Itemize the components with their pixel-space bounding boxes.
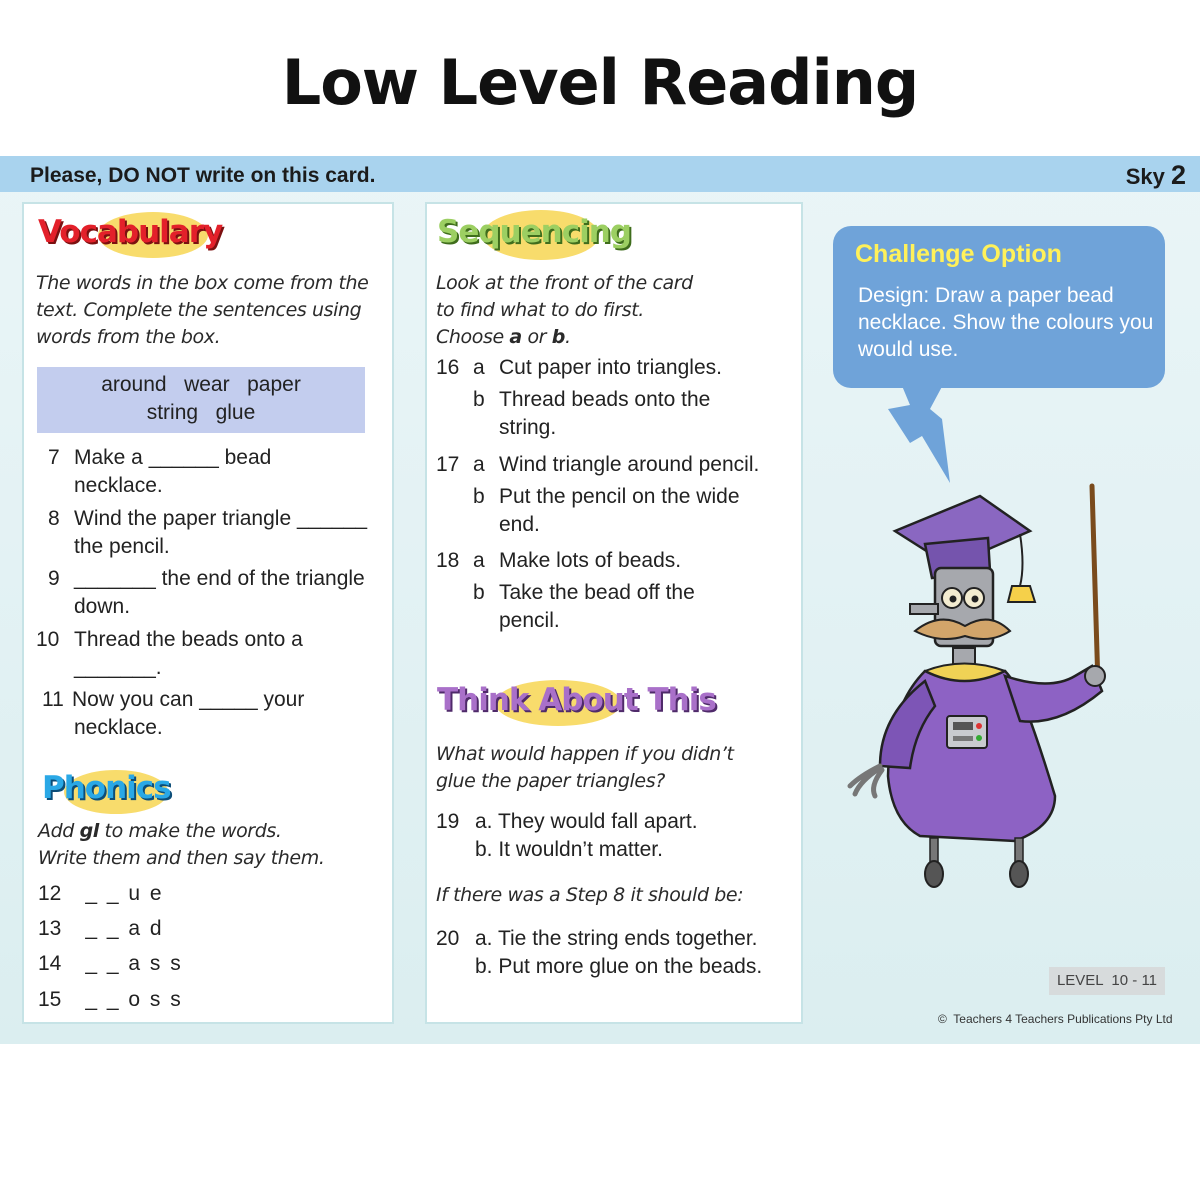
card-banner: [0, 156, 1200, 192]
challenge-title: Challenge Option: [855, 240, 1062, 268]
challenge-bubble: [833, 226, 1165, 388]
sequencing-instructions: Look at the front of the card to find what to do first. Choose a or b.: [436, 272, 693, 348]
level-badge: LEVEL 10 - 11: [1049, 967, 1165, 995]
think-prompt: If there was a Step 8 it should be:: [436, 884, 744, 906]
phonics-item: 14 _ _ a s s: [38, 952, 183, 975]
sequencing-item-18: 18 a Make lots of beads. b Take the bead off the pencil.: [436, 549, 695, 632]
word-box-line: around wear paper: [101, 373, 301, 396]
phonics-item: 13 _ _ a d: [38, 917, 164, 940]
vocab-question-7: 7 Make a ______ bead necklace.: [48, 446, 272, 497]
vocab-question-10: 10 Thread the beads onto a _______.: [36, 628, 303, 679]
phonics-item: 15 _ _ o s s: [38, 988, 183, 1011]
page-title: Low Level Reading: [281, 46, 919, 119]
level-word: Sky: [1125, 164, 1165, 189]
sequencing-heading: Sequencing: [437, 214, 631, 250]
vocabulary-instructions: The words in the box come from the text. Complete the sentences using words from the box.: [36, 272, 369, 348]
robot-teacher-illustration: [840, 476, 1140, 896]
sequencing-item-16: 16 a Cut paper into triangles. b Thread beads onto the string.: [436, 356, 722, 439]
phonics-instructions: Add gl to make the words. Write them and then say them.: [38, 820, 325, 869]
sequencing-panel: [425, 202, 803, 1024]
vocab-question-11: 11 Now you can _____ your necklace.: [42, 688, 305, 739]
vocab-question-8: 8 Wind the paper triangle ______ the pencil.: [48, 507, 368, 558]
reading-card: [0, 156, 1200, 1044]
vocab-question-9: 9 _______ the end of the triangle down.: [48, 567, 365, 618]
bubble-tail: [880, 381, 970, 491]
level-number: 2: [1170, 160, 1186, 190]
phonics-item: 12 _ _ u e: [38, 882, 164, 905]
think-item-20: 20 a. Tie the string ends together. b. Put more glue on the beads.: [436, 927, 763, 978]
think-item-19: 19 a. They would fall apart. b. It wouldn’t matter.: [436, 810, 698, 861]
copyright-notice: © Teachers 4 Teachers Publications Pty Ltd: [938, 1012, 1173, 1026]
think-question: What would happen if you didn’t glue the paper triangles?: [436, 743, 734, 792]
banner-note: Please, DO NOT write on this card.: [30, 164, 376, 187]
sequencing-item-17: 17 a Wind triangle around pencil. b Put the pencil on the wide end.: [436, 453, 760, 536]
word-box-line: string glue: [146, 401, 256, 424]
card-level: [1126, 160, 1186, 191]
think-heading: Think About This: [437, 682, 716, 718]
vocabulary-heading: Vocabulary: [38, 214, 222, 250]
challenge-text: Design: Draw a paper bead necklace. Show the colours you would use.: [858, 284, 1154, 361]
word-box: [37, 367, 365, 433]
vocabulary-panel: [22, 202, 394, 1024]
phonics-heading: Phonics: [42, 770, 171, 806]
